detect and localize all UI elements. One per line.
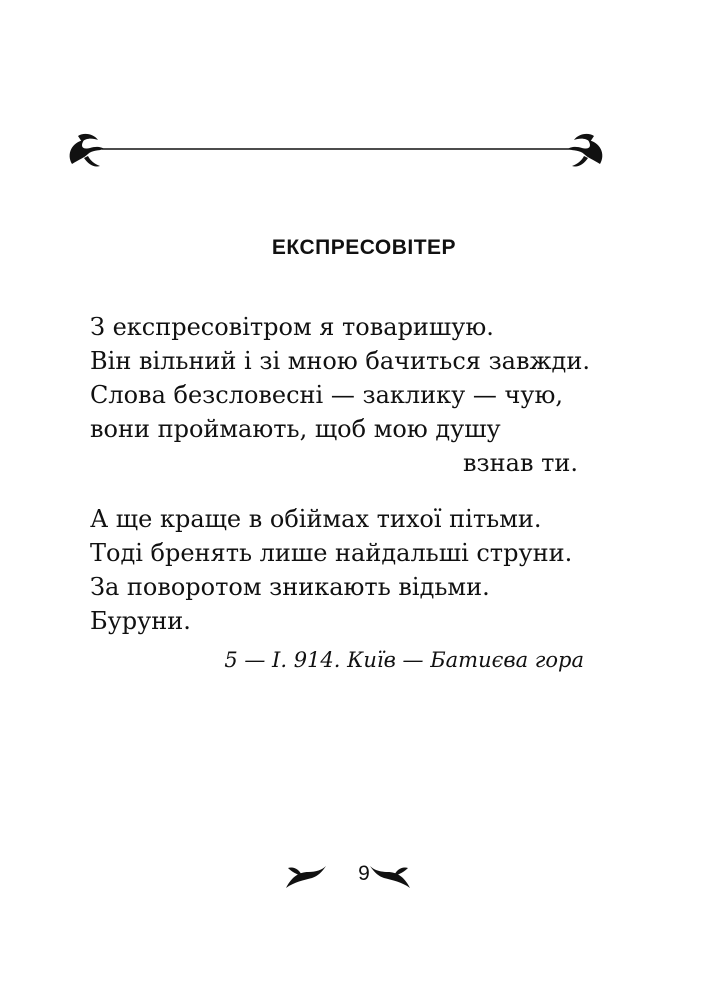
poem-line: Тоді бренять лише найдальші струни. <box>90 539 573 567</box>
flourish-right-icon <box>366 858 414 892</box>
poem-line: Слова безсловесні — заклику — чую, <box>90 381 564 409</box>
poem-line: вони проймають, щоб мою душу <box>90 415 501 443</box>
poem-line: Буруни. <box>90 607 191 635</box>
poem-line: З експресовітром я товаришую. <box>90 313 494 341</box>
poem-line-indented: взнав ти. <box>463 449 578 477</box>
poem-line: А ще краще в обіймах тихої пітьми. <box>90 505 542 533</box>
stanza-2 <box>90 502 590 638</box>
poem-line: За поворотом зникають відьми. <box>90 573 490 601</box>
page-footer <box>0 858 728 892</box>
header-divider <box>58 128 614 178</box>
poem-date-place: 5 — I. 914. Київ — Батиєва гора <box>224 648 584 672</box>
page-number: 9 <box>358 862 370 885</box>
poem-line: Він вільний і зі мною бачиться завжди. <box>90 347 590 375</box>
poem-title: ЕКСПРЕСОВІТЕР <box>271 236 457 259</box>
flourish-divider-icon <box>58 128 614 178</box>
stanza-1 <box>90 310 590 480</box>
